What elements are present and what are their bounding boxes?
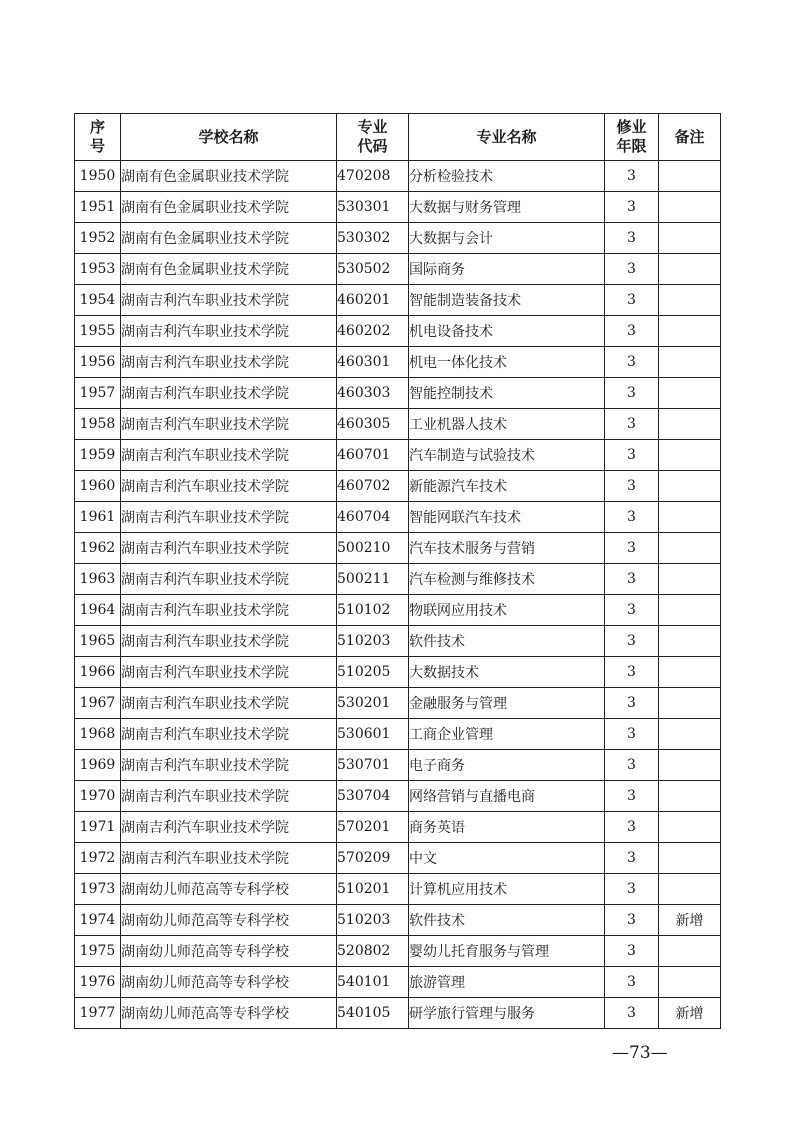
cell-school-name: 湖南幼儿师范高等专科学校 [121, 967, 337, 998]
cell-note [659, 378, 721, 409]
cell-seq: 1964 [75, 595, 121, 626]
cell-major-name: 网络营销与直播电商 [409, 781, 605, 812]
table-header-row [75, 114, 721, 161]
table-row [75, 843, 721, 874]
cell-school-name: 湖南幼儿师范高等专科学校 [121, 998, 337, 1029]
cell-seq: 1955 [75, 316, 121, 347]
cell-study-years: 3 [605, 750, 659, 781]
table-row [75, 750, 721, 781]
cell-school-name: 湖南有色金属职业技术学院 [121, 161, 337, 192]
cell-seq: 1977 [75, 998, 121, 1029]
cell-note [659, 874, 721, 905]
cell-school-name: 湖南有色金属职业技术学院 [121, 223, 337, 254]
cell-school-name: 湖南吉利汽车职业技术学院 [121, 409, 337, 440]
cell-school-name: 湖南吉利汽车职业技术学院 [121, 564, 337, 595]
header-seq [75, 114, 121, 161]
cell-note [659, 440, 721, 471]
cell-major-code: 460704 [337, 502, 409, 533]
cell-major-code: 520802 [337, 936, 409, 967]
cell-major-name: 智能控制技术 [409, 378, 605, 409]
cell-school-name: 湖南吉利汽车职业技术学院 [121, 471, 337, 502]
cell-major-code: 460305 [337, 409, 409, 440]
cell-study-years: 3 [605, 192, 659, 223]
cell-school-name: 湖南吉利汽车职业技术学院 [121, 502, 337, 533]
cell-major-name: 工业机器人技术 [409, 409, 605, 440]
table-row [75, 223, 721, 254]
cell-seq: 1973 [75, 874, 121, 905]
cell-major-code: 530704 [337, 781, 409, 812]
cell-note [659, 254, 721, 285]
cell-major-name: 计算机应用技术 [409, 874, 605, 905]
header-years-label: 修业年限 [616, 118, 647, 155]
table-row [75, 533, 721, 564]
header-major: 专业名称 [409, 114, 605, 161]
cell-study-years: 3 [605, 254, 659, 285]
cell-study-years: 3 [605, 347, 659, 378]
cell-note [659, 657, 721, 688]
cell-study-years: 3 [605, 626, 659, 657]
cell-school-name: 湖南吉利汽车职业技术学院 [121, 688, 337, 719]
cell-seq: 1957 [75, 378, 121, 409]
cell-note [659, 316, 721, 347]
cell-major-code: 530701 [337, 750, 409, 781]
cell-seq: 1970 [75, 781, 121, 812]
table-row [75, 316, 721, 347]
cell-school-name: 湖南幼儿师范高等专科学校 [121, 874, 337, 905]
cell-major-code: 460702 [337, 471, 409, 502]
cell-major-code: 500210 [337, 533, 409, 564]
table-row [75, 409, 721, 440]
cell-note [659, 595, 721, 626]
cell-note [659, 626, 721, 657]
cell-seq: 1972 [75, 843, 121, 874]
cell-major-name: 汽车技术服务与营销 [409, 533, 605, 564]
cell-school-name: 湖南吉利汽车职业技术学院 [121, 781, 337, 812]
cell-school-name: 湖南幼儿师范高等专科学校 [121, 936, 337, 967]
cell-major-code: 510203 [337, 626, 409, 657]
cell-school-name: 湖南吉利汽车职业技术学院 [121, 285, 337, 316]
cell-major-name: 金融服务与管理 [409, 688, 605, 719]
cell-major-name: 分析检验技术 [409, 161, 605, 192]
table-row [75, 967, 721, 998]
cell-study-years: 3 [605, 936, 659, 967]
cell-note [659, 533, 721, 564]
cell-seq: 1975 [75, 936, 121, 967]
cell-note [659, 161, 721, 192]
cell-major-code: 530201 [337, 688, 409, 719]
cell-study-years: 3 [605, 998, 659, 1029]
cell-major-name: 婴幼儿托育服务与管理 [409, 936, 605, 967]
cell-note: 新增 [659, 998, 721, 1029]
table-row [75, 564, 721, 595]
cell-seq: 1961 [75, 502, 121, 533]
cell-study-years: 3 [605, 657, 659, 688]
cell-study-years: 3 [605, 967, 659, 998]
cell-major-code: 570209 [337, 843, 409, 874]
table-row [75, 626, 721, 657]
cell-seq: 1954 [75, 285, 121, 316]
cell-major-code: 460301 [337, 347, 409, 378]
cell-seq: 1950 [75, 161, 121, 192]
cell-major-name: 智能网联汽车技术 [409, 502, 605, 533]
cell-seq: 1963 [75, 564, 121, 595]
cell-seq: 1969 [75, 750, 121, 781]
cell-note [659, 564, 721, 595]
cell-major-name: 汽车检测与维修技术 [409, 564, 605, 595]
table-row [75, 285, 721, 316]
cell-school-name: 湖南吉利汽车职业技术学院 [121, 378, 337, 409]
cell-major-name: 机电一体化技术 [409, 347, 605, 378]
cell-major-name: 汽车制造与试验技术 [409, 440, 605, 471]
cell-seq: 1967 [75, 688, 121, 719]
cell-major-name: 智能制造装备技术 [409, 285, 605, 316]
cell-school-name: 湖南有色金属职业技术学院 [121, 254, 337, 285]
cell-note [659, 223, 721, 254]
cell-school-name: 湖南吉利汽车职业技术学院 [121, 626, 337, 657]
cell-seq: 1968 [75, 719, 121, 750]
cell-note [659, 843, 721, 874]
cell-seq: 1951 [75, 192, 121, 223]
cell-study-years: 3 [605, 285, 659, 316]
cell-study-years: 3 [605, 409, 659, 440]
cell-note [659, 409, 721, 440]
cell-note [659, 719, 721, 750]
cell-study-years: 3 [605, 874, 659, 905]
cell-school-name: 湖南吉利汽车职业技术学院 [121, 316, 337, 347]
cell-note: 新增 [659, 905, 721, 936]
cell-note [659, 347, 721, 378]
cell-seq: 1952 [75, 223, 121, 254]
cell-major-name: 物联网应用技术 [409, 595, 605, 626]
cell-major-name: 大数据与会计 [409, 223, 605, 254]
cell-study-years: 3 [605, 905, 659, 936]
table-row [75, 719, 721, 750]
cell-study-years: 3 [605, 378, 659, 409]
cell-study-years: 3 [605, 161, 659, 192]
cell-seq: 1953 [75, 254, 121, 285]
cell-major-name: 大数据与财务管理 [409, 192, 605, 223]
cell-study-years: 3 [605, 502, 659, 533]
cell-seq: 1965 [75, 626, 121, 657]
table-row [75, 347, 721, 378]
cell-study-years: 3 [605, 440, 659, 471]
header-code-label: 专业代码 [357, 118, 388, 155]
table-row [75, 161, 721, 192]
cell-study-years: 3 [605, 719, 659, 750]
cell-major-code: 460701 [337, 440, 409, 471]
cell-major-code: 540101 [337, 967, 409, 998]
cell-study-years: 3 [605, 595, 659, 626]
cell-note [659, 192, 721, 223]
page-number: —73— [612, 1043, 668, 1063]
cell-note [659, 967, 721, 998]
cell-seq: 1962 [75, 533, 121, 564]
cell-seq: 1956 [75, 347, 121, 378]
table-row [75, 657, 721, 688]
cell-school-name: 湖南吉利汽车职业技术学院 [121, 595, 337, 626]
cell-seq: 1966 [75, 657, 121, 688]
cell-note [659, 502, 721, 533]
cell-note [659, 471, 721, 502]
major-list-table [74, 113, 721, 1029]
cell-note [659, 781, 721, 812]
cell-seq: 1971 [75, 812, 121, 843]
cell-note [659, 750, 721, 781]
cell-note [659, 285, 721, 316]
cell-school-name: 湖南吉利汽车职业技术学院 [121, 657, 337, 688]
cell-major-name: 电子商务 [409, 750, 605, 781]
cell-seq: 1958 [75, 409, 121, 440]
table-row [75, 471, 721, 502]
header-school: 学校名称 [121, 114, 337, 161]
cell-seq: 1974 [75, 905, 121, 936]
cell-study-years: 3 [605, 533, 659, 564]
cell-major-code: 510201 [337, 874, 409, 905]
header-code [337, 114, 409, 161]
cell-study-years: 3 [605, 688, 659, 719]
table-row [75, 440, 721, 471]
cell-major-code: 510102 [337, 595, 409, 626]
cell-major-code: 510205 [337, 657, 409, 688]
table-row [75, 998, 721, 1029]
cell-seq: 1960 [75, 471, 121, 502]
cell-school-name: 湖南吉利汽车职业技术学院 [121, 750, 337, 781]
header-note: 备注 [659, 114, 721, 161]
cell-major-code: 470208 [337, 161, 409, 192]
table-row [75, 905, 721, 936]
cell-note [659, 812, 721, 843]
table-row [75, 595, 721, 626]
table-body [75, 161, 721, 1029]
cell-study-years: 3 [605, 564, 659, 595]
cell-major-code: 460201 [337, 285, 409, 316]
cell-school-name: 湖南吉利汽车职业技术学院 [121, 812, 337, 843]
cell-major-name: 中文 [409, 843, 605, 874]
cell-major-code: 460202 [337, 316, 409, 347]
cell-major-name: 工商企业管理 [409, 719, 605, 750]
cell-major-name: 软件技术 [409, 626, 605, 657]
cell-school-name: 湖南吉利汽车职业技术学院 [121, 533, 337, 564]
cell-major-code: 530301 [337, 192, 409, 223]
cell-note [659, 936, 721, 967]
cell-major-name: 商务英语 [409, 812, 605, 843]
cell-study-years: 3 [605, 223, 659, 254]
cell-school-name: 湖南吉利汽车职业技术学院 [121, 843, 337, 874]
cell-major-name: 旅游管理 [409, 967, 605, 998]
header-seq-label: 序号 [89, 118, 105, 155]
table-row [75, 936, 721, 967]
cell-major-name: 研学旅行管理与服务 [409, 998, 605, 1029]
cell-study-years: 3 [605, 781, 659, 812]
table-row [75, 254, 721, 285]
table-row [75, 874, 721, 905]
cell-major-name: 软件技术 [409, 905, 605, 936]
cell-major-code: 530502 [337, 254, 409, 285]
cell-seq: 1976 [75, 967, 121, 998]
table-row [75, 192, 721, 223]
table-row [75, 812, 721, 843]
cell-major-name: 大数据技术 [409, 657, 605, 688]
cell-school-name: 湖南有色金属职业技术学院 [121, 192, 337, 223]
cell-school-name: 湖南吉利汽车职业技术学院 [121, 347, 337, 378]
cell-study-years: 3 [605, 316, 659, 347]
cell-school-name: 湖南幼儿师范高等专科学校 [121, 905, 337, 936]
cell-study-years: 3 [605, 471, 659, 502]
cell-major-code: 530601 [337, 719, 409, 750]
table-row [75, 502, 721, 533]
header-years [605, 114, 659, 161]
cell-major-code: 500211 [337, 564, 409, 595]
cell-note [659, 688, 721, 719]
table-row [75, 378, 721, 409]
table-row [75, 781, 721, 812]
cell-study-years: 3 [605, 843, 659, 874]
cell-major-name: 机电设备技术 [409, 316, 605, 347]
cell-major-code: 530302 [337, 223, 409, 254]
cell-major-code: 510203 [337, 905, 409, 936]
cell-seq: 1959 [75, 440, 121, 471]
cell-school-name: 湖南吉利汽车职业技术学院 [121, 440, 337, 471]
table-row [75, 688, 721, 719]
cell-study-years: 3 [605, 812, 659, 843]
cell-major-name: 国际商务 [409, 254, 605, 285]
cell-major-code: 540105 [337, 998, 409, 1029]
cell-major-code: 570201 [337, 812, 409, 843]
cell-major-code: 460303 [337, 378, 409, 409]
cell-major-name: 新能源汽车技术 [409, 471, 605, 502]
cell-school-name: 湖南吉利汽车职业技术学院 [121, 719, 337, 750]
